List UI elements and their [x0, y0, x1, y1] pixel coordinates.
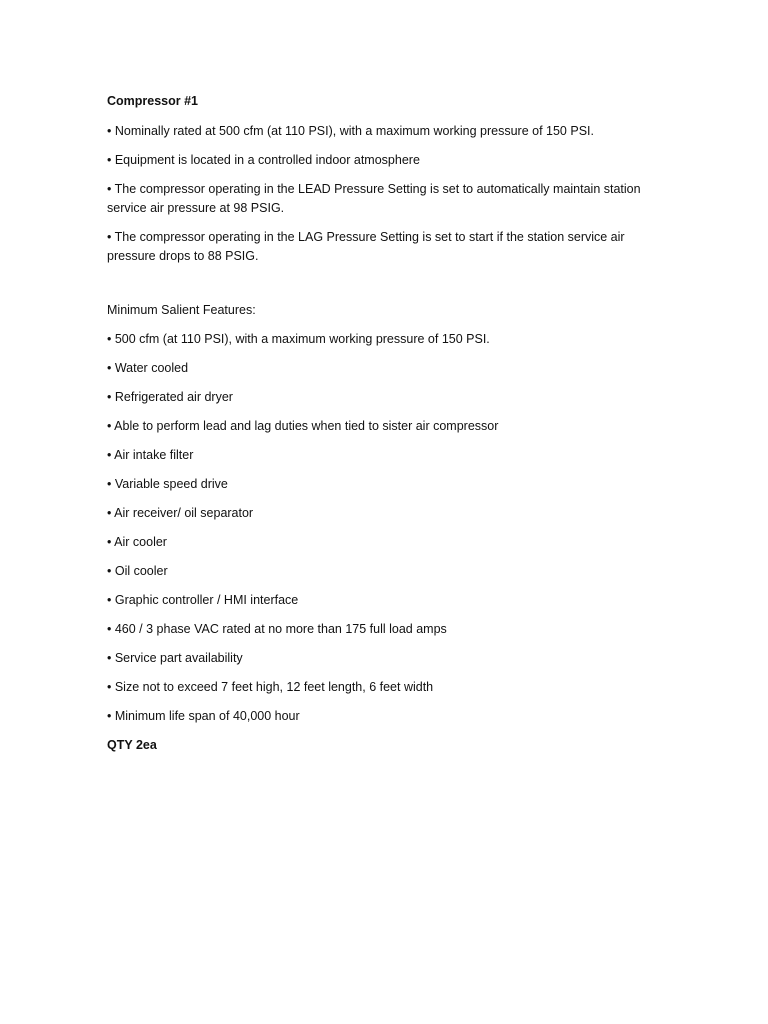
description-bullet: • The compressor operating in the LAG Pressure Setting is set to start if the station service air pressure drops to 88 PSIG. [107, 230, 625, 263]
description-bullet: • Equipment is located in a controlled indoor atmosphere [107, 153, 420, 167]
feature-item: • Minimum life span of 40,000 hour [107, 709, 300, 723]
feature-item: • 500 cfm (at 110 PSI), with a maximum working pressure of 150 PSI. [107, 332, 490, 346]
feature-item: • Variable speed drive [107, 477, 228, 491]
feature-item: • Service part availability [107, 651, 243, 665]
feature-item: • Air receiver/ oil separator [107, 506, 254, 520]
feature-item: • Able to perform lead and lag duties when tied to sister air compressor [107, 419, 499, 433]
feature-item: • Refrigerated air dryer [107, 390, 233, 404]
document-page [107, 93, 667, 753]
feature-item: • Air intake filter [107, 448, 194, 462]
section-spacer [107, 276, 667, 302]
quantity-label: QTY 2ea [107, 738, 157, 752]
feature-item: • Oil cooler [107, 564, 168, 578]
document-title: Compressor #1 [107, 94, 199, 108]
feature-item: • Water cooled [107, 361, 189, 375]
features-heading: Minimum Salient Features: [107, 303, 256, 317]
feature-item: • Graphic controller / HMI interface [107, 593, 299, 607]
feature-item: • Air cooler [107, 535, 167, 549]
feature-item: • Size not to exceed 7 feet high, 12 feet length, 6 feet width [107, 680, 434, 694]
description-bullet: • The compressor operating in the LEAD Pressure Setting is set to automatically maintain station service air pressure at 98 PSIG. [107, 182, 641, 215]
description-bullet: • Nominally rated at 500 cfm (at 110 PSI), with a maximum working pressure of 150 PSI. [107, 124, 594, 138]
feature-item: • 460 / 3 phase VAC rated at no more than 175 full load amps [107, 622, 447, 636]
